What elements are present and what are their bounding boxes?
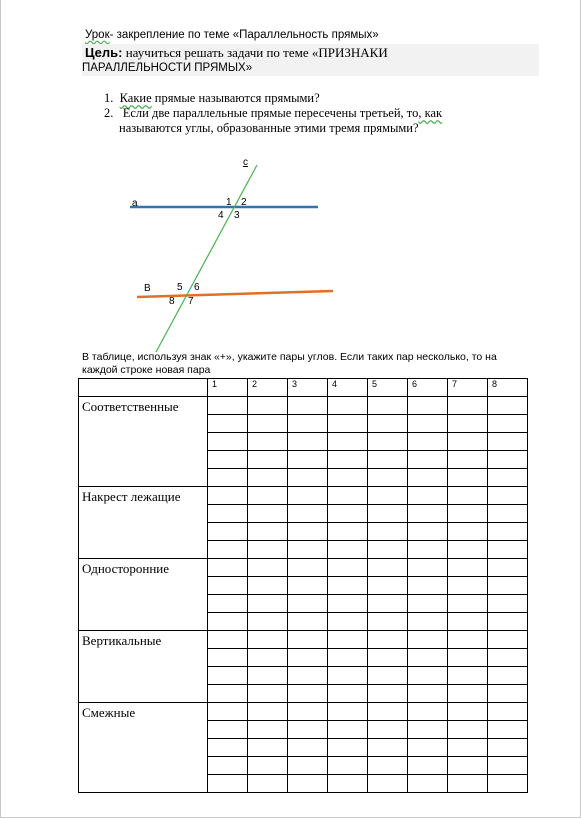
answer-cell[interactable] [488, 415, 528, 433]
answer-cell[interactable] [248, 649, 288, 667]
answer-cell[interactable] [288, 667, 328, 685]
angle-2: 2 [241, 197, 247, 208]
answer-cell[interactable] [288, 523, 328, 541]
answer-cell[interactable] [488, 397, 528, 415]
answer-cell[interactable] [408, 649, 448, 667]
answer-cell[interactable] [488, 667, 528, 685]
answer-cell[interactable] [368, 523, 408, 541]
answer-cell[interactable] [248, 487, 288, 505]
answer-cell[interactable] [248, 451, 288, 469]
answer-cell[interactable] [288, 469, 328, 487]
answer-cell[interactable] [288, 613, 328, 631]
category-label: Вертикальные [79, 631, 208, 703]
answer-cell[interactable] [328, 703, 368, 721]
answer-cell[interactable] [448, 775, 488, 793]
answer-cell[interactable] [368, 433, 408, 451]
column-number: 8 [492, 379, 498, 389]
angle-5: 5 [177, 282, 183, 293]
answer-cell[interactable] [328, 505, 368, 523]
answer-cell[interactable] [488, 631, 528, 649]
answer-cell[interactable] [288, 739, 328, 757]
answer-cell[interactable] [368, 595, 408, 613]
column-header [408, 379, 448, 397]
answer-cell[interactable] [328, 469, 368, 487]
answer-cell[interactable] [208, 685, 248, 703]
answer-cell[interactable] [248, 505, 288, 523]
question-2-text-2: называются углы, образованные этими тремя прямыми? [119, 121, 419, 135]
answer-cell[interactable] [248, 685, 288, 703]
answer-cell[interactable] [248, 397, 288, 415]
answer-cell[interactable] [328, 433, 368, 451]
goal-text-2: ПАРАЛЛЕЛЬНОСТИ ПРЯМЫХ» [82, 62, 253, 74]
column-header [448, 379, 488, 397]
answer-cell[interactable] [408, 559, 448, 577]
answer-cell[interactable] [368, 757, 408, 775]
answer-cell[interactable] [488, 685, 528, 703]
answer-cell[interactable] [368, 541, 408, 559]
answer-cell[interactable] [248, 757, 288, 775]
column-header [328, 379, 368, 397]
answer-cell[interactable] [448, 469, 488, 487]
column-number: 4 [332, 379, 338, 389]
answer-cell[interactable] [368, 775, 408, 793]
answer-cell[interactable] [248, 559, 288, 577]
answer-cell[interactable] [288, 757, 328, 775]
answer-cell[interactable] [448, 523, 488, 541]
question-2-text-1-end: , как [418, 106, 443, 120]
table-row [79, 703, 528, 721]
answer-cell[interactable] [488, 541, 528, 559]
answer-cell[interactable] [488, 649, 528, 667]
lesson-prefix: Урок [85, 29, 110, 41]
answer-cell[interactable] [448, 595, 488, 613]
answer-cell[interactable] [208, 721, 248, 739]
answer-cell[interactable] [248, 577, 288, 595]
question-1-text: прямые называются прямыми? [151, 91, 320, 105]
answer-cell[interactable] [408, 469, 448, 487]
answer-cell[interactable] [208, 595, 248, 613]
answer-cell[interactable] [448, 559, 488, 577]
answer-cell[interactable] [288, 631, 328, 649]
column-header [288, 379, 328, 397]
question-2-number: 2. [104, 106, 114, 120]
answer-cell[interactable] [208, 469, 248, 487]
task-instructions: В таблице, используя знак «+», укажите пары углов. Если таких пар несколько, то на каждой строке новая пара [82, 351, 497, 376]
answer-cell[interactable] [448, 703, 488, 721]
answer-cell[interactable] [408, 487, 448, 505]
transversal-c [156, 165, 257, 352]
answer-cell[interactable] [448, 757, 488, 775]
answer-cell[interactable] [248, 523, 288, 541]
answer-cell[interactable] [288, 685, 328, 703]
answer-cell[interactable] [368, 667, 408, 685]
angle-6: 6 [194, 282, 200, 293]
answer-cell[interactable] [248, 415, 288, 433]
answer-cell[interactable] [328, 415, 368, 433]
answer-cell[interactable] [448, 451, 488, 469]
answer-cell[interactable] [208, 415, 248, 433]
answer-cell[interactable] [328, 451, 368, 469]
answer-cell[interactable] [368, 487, 408, 505]
table-row [79, 631, 528, 649]
answer-cell[interactable] [288, 595, 328, 613]
answer-cell[interactable] [448, 433, 488, 451]
answer-cell[interactable] [488, 487, 528, 505]
answer-cell[interactable] [328, 397, 368, 415]
column-number: 1 [212, 379, 218, 389]
angle-8: 8 [169, 296, 175, 307]
answer-cell[interactable] [488, 739, 528, 757]
column-number: 5 [372, 379, 378, 389]
answer-cell[interactable] [208, 613, 248, 631]
answer-cell[interactable] [248, 775, 288, 793]
answer-cell[interactable] [488, 703, 528, 721]
answer-cell[interactable] [328, 775, 368, 793]
angle-4: 4 [218, 210, 224, 221]
category-label: Соответственные [79, 397, 208, 487]
answer-cell[interactable] [448, 685, 488, 703]
answer-cell[interactable] [368, 505, 408, 523]
column-number: 7 [452, 379, 458, 389]
answer-cell[interactable] [408, 595, 448, 613]
angle-pairs-table [78, 378, 528, 793]
answer-cell[interactable] [288, 541, 328, 559]
angle-7: 7 [188, 296, 194, 307]
answer-cell[interactable] [288, 487, 328, 505]
answer-cell[interactable] [248, 433, 288, 451]
column-header [368, 379, 408, 397]
answer-cell[interactable] [448, 397, 488, 415]
answer-cell[interactable] [288, 415, 328, 433]
answer-cell[interactable] [448, 631, 488, 649]
answer-cell[interactable] [208, 649, 248, 667]
answer-cell[interactable] [408, 775, 448, 793]
table-corner-cell [79, 379, 208, 397]
column-header [208, 379, 248, 397]
answer-cell[interactable] [448, 505, 488, 523]
answer-cell[interactable] [408, 577, 448, 595]
category-label: Односторонние [79, 559, 208, 631]
answer-cell[interactable] [328, 685, 368, 703]
category-label: Смежные [79, 703, 208, 793]
answer-cell[interactable] [368, 631, 408, 649]
answer-cell[interactable] [368, 415, 408, 433]
answer-cell[interactable] [408, 667, 448, 685]
answer-cell[interactable] [448, 415, 488, 433]
answer-cell[interactable] [288, 703, 328, 721]
answer-cell[interactable] [488, 469, 528, 487]
lesson-topic: - закрепление по теме «Параллельность прямых» [109, 29, 379, 41]
answer-cell[interactable] [488, 505, 528, 523]
answer-cell[interactable] [328, 487, 368, 505]
answer-cell[interactable] [368, 721, 408, 739]
answer-cell[interactable] [408, 703, 448, 721]
question-2-text-1: Если две параллельные прямые пересечены третьей, то [122, 106, 419, 120]
answer-cell[interactable] [328, 523, 368, 541]
answer-cell[interactable] [448, 721, 488, 739]
answer-cell[interactable] [248, 721, 288, 739]
answer-cell[interactable] [488, 523, 528, 541]
answer-cell[interactable] [248, 703, 288, 721]
column-number: 2 [252, 379, 258, 389]
answer-cell[interactable] [208, 433, 248, 451]
answer-cell[interactable] [368, 685, 408, 703]
answer-cell[interactable] [248, 469, 288, 487]
answer-cell[interactable] [328, 541, 368, 559]
answer-cell[interactable] [328, 721, 368, 739]
answer-cell[interactable] [288, 649, 328, 667]
answer-cell[interactable] [208, 631, 248, 649]
table-row [79, 559, 528, 577]
answer-cell[interactable] [328, 559, 368, 577]
answer-cell[interactable] [328, 649, 368, 667]
answer-cell[interactable] [368, 703, 408, 721]
answer-cell[interactable] [408, 523, 448, 541]
answer-cell[interactable] [328, 667, 368, 685]
answer-cell[interactable] [408, 397, 448, 415]
answer-cell[interactable] [448, 739, 488, 757]
column-number: 3 [292, 379, 298, 389]
answer-cell[interactable] [448, 649, 488, 667]
column-header [248, 379, 288, 397]
answer-cell[interactable] [408, 541, 448, 559]
answer-cell[interactable] [368, 649, 408, 667]
answer-cell[interactable] [408, 613, 448, 631]
answer-cell[interactable] [488, 559, 528, 577]
answer-cell[interactable] [208, 739, 248, 757]
answer-cell[interactable] [328, 613, 368, 631]
question-1-word: Какие [119, 91, 152, 105]
table-row [79, 397, 528, 415]
answer-cell[interactable] [208, 487, 248, 505]
answer-cell[interactable] [408, 415, 448, 433]
answer-cell[interactable] [488, 775, 528, 793]
answer-cell[interactable] [288, 451, 328, 469]
answer-cell[interactable] [288, 433, 328, 451]
answer-cell[interactable] [488, 757, 528, 775]
line-b [137, 291, 333, 297]
answer-cell[interactable] [208, 757, 248, 775]
answer-cell[interactable] [208, 397, 248, 415]
answer-cell[interactable] [288, 721, 328, 739]
label-a: а [132, 198, 138, 209]
answer-cell[interactable] [408, 433, 448, 451]
column-number: 6 [412, 379, 418, 389]
answer-cell[interactable] [208, 577, 248, 595]
answer-cell[interactable] [208, 523, 248, 541]
answer-cell[interactable] [408, 739, 448, 757]
answer-cell[interactable] [408, 757, 448, 775]
label-c: с [243, 157, 248, 168]
answer-cell[interactable] [448, 577, 488, 595]
answer-cell[interactable] [208, 451, 248, 469]
answer-cell[interactable] [368, 559, 408, 577]
answer-cell[interactable] [408, 631, 448, 649]
answer-cell[interactable] [488, 577, 528, 595]
answer-cell[interactable] [368, 469, 408, 487]
answer-cell[interactable] [288, 775, 328, 793]
answer-cell[interactable] [488, 451, 528, 469]
angle-3: 3 [234, 210, 240, 221]
answer-cell[interactable] [328, 739, 368, 757]
answer-cell[interactable] [368, 739, 408, 757]
answer-cell[interactable] [208, 505, 248, 523]
answer-cell[interactable] [488, 595, 528, 613]
answer-cell[interactable] [208, 703, 248, 721]
answer-cell[interactable] [368, 397, 408, 415]
table-row [79, 487, 528, 505]
category-label: Накрест лежащие [79, 487, 208, 559]
answer-cell[interactable] [288, 397, 328, 415]
answer-cell[interactable] [368, 451, 408, 469]
answer-cell[interactable] [248, 613, 288, 631]
answer-cell[interactable] [488, 613, 528, 631]
answer-cell[interactable] [248, 631, 288, 649]
answer-cell[interactable] [288, 559, 328, 577]
answer-cell[interactable] [208, 667, 248, 685]
table-header-row [79, 379, 528, 397]
answer-cell[interactable] [448, 487, 488, 505]
goal-label: Цель: [85, 45, 123, 60]
answer-cell[interactable] [248, 739, 288, 757]
column-header [488, 379, 528, 397]
answer-cell[interactable] [368, 577, 408, 595]
answer-cell[interactable] [248, 541, 288, 559]
answer-cell[interactable] [448, 613, 488, 631]
answer-cell[interactable] [328, 757, 368, 775]
answer-cell[interactable] [248, 667, 288, 685]
answer-cell[interactable] [208, 775, 248, 793]
question-1-number: 1. [104, 91, 114, 105]
answer-cell[interactable] [328, 631, 368, 649]
answer-cell[interactable] [208, 541, 248, 559]
answer-cell[interactable] [248, 595, 288, 613]
answer-cell[interactable] [288, 505, 328, 523]
answer-cell[interactable] [408, 451, 448, 469]
answer-cell[interactable] [408, 685, 448, 703]
answer-cell[interactable] [448, 667, 488, 685]
answer-cell[interactable] [288, 577, 328, 595]
answer-cell[interactable] [208, 559, 248, 577]
answer-cell[interactable] [368, 613, 408, 631]
answer-cell[interactable] [408, 505, 448, 523]
answer-cell[interactable] [488, 433, 528, 451]
answer-cell[interactable] [328, 577, 368, 595]
answer-cell[interactable] [448, 541, 488, 559]
goal-text-1: научиться решать задачи по теме «ПРИЗНАКИ [122, 45, 388, 60]
label-b: В [144, 283, 151, 294]
angle-1: 1 [226, 197, 232, 208]
answer-cell[interactable] [488, 721, 528, 739]
answer-cell[interactable] [408, 721, 448, 739]
answer-cell[interactable] [328, 595, 368, 613]
